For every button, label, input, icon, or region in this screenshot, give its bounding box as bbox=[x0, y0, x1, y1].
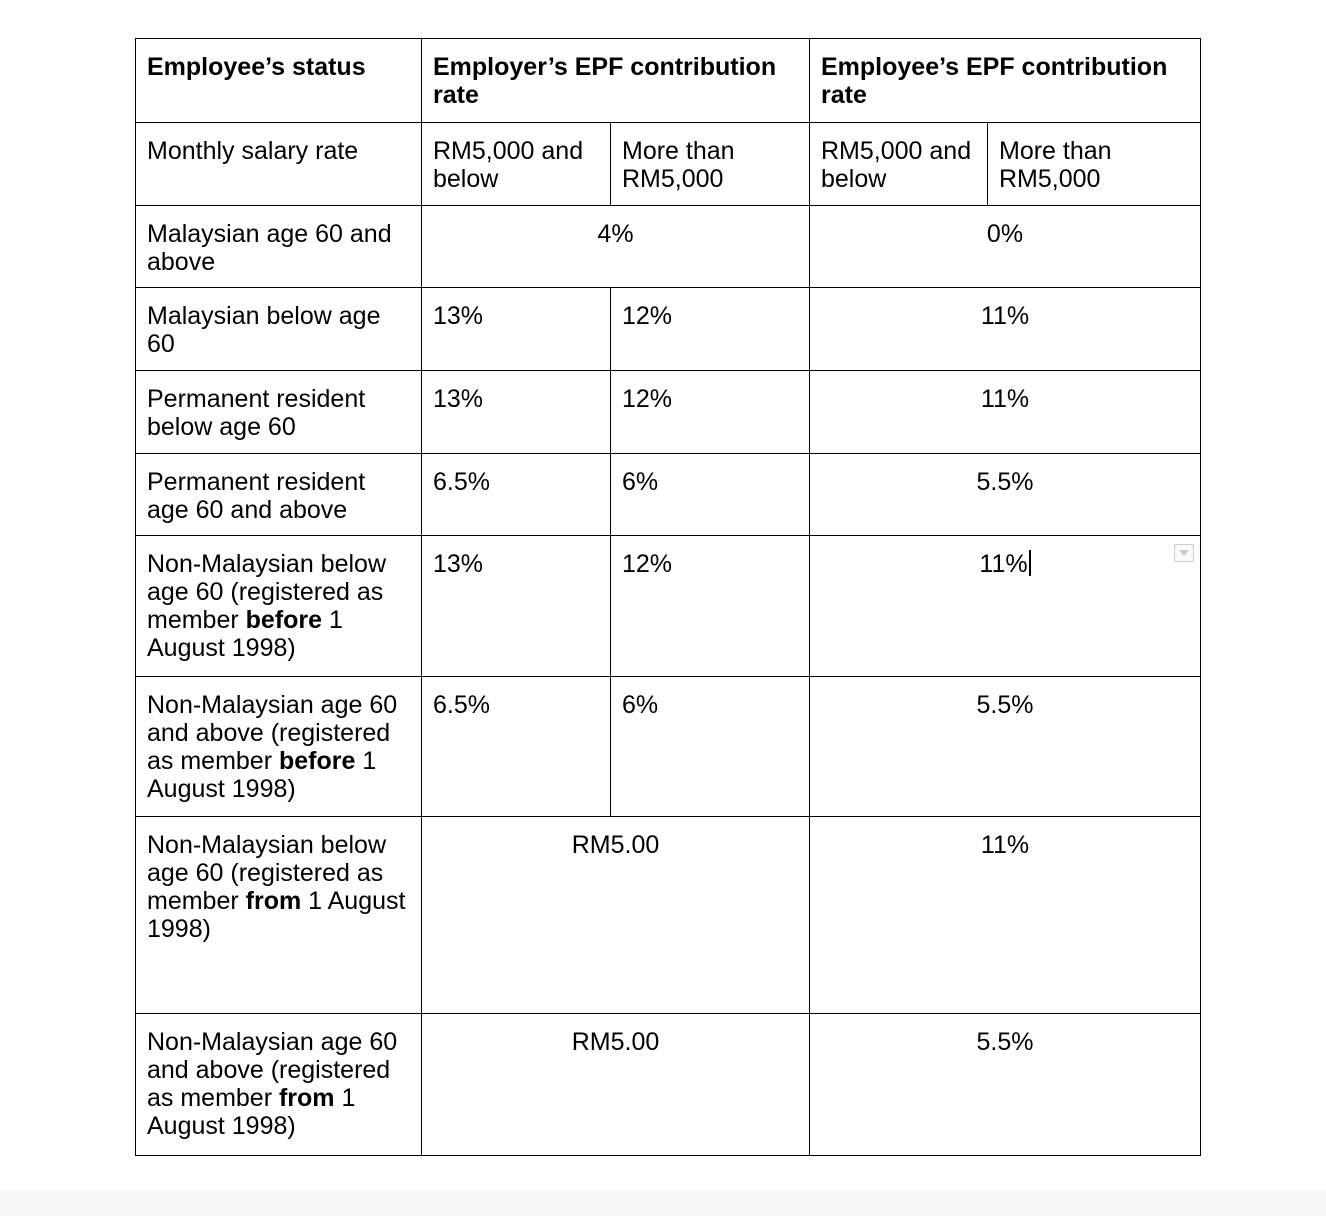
employee-high-salary[interactable]: More than RM5,000 bbox=[988, 123, 1201, 206]
employer-low-rate-cell[interactable]: 13% bbox=[422, 536, 611, 677]
table-row bbox=[136, 817, 1201, 1014]
status-text: 1 August 1998) bbox=[147, 606, 343, 662]
status-text: 1 August 1998) bbox=[147, 1084, 356, 1140]
status-text: Non-Malaysian below age 60 (registered as member bbox=[147, 831, 387, 915]
employer-rate-cell[interactable]: 4% bbox=[422, 206, 810, 288]
header-employer-rate[interactable]: Employer’s EPF contribution rate bbox=[422, 39, 810, 123]
employee-rate-cell[interactable]: 11% bbox=[810, 371, 1201, 454]
status-text: 1 August 1998) bbox=[147, 887, 406, 943]
employer-low-rate-cell[interactable]: 13% bbox=[422, 371, 611, 454]
employer-high-rate-cell[interactable]: 12% bbox=[611, 371, 810, 454]
page-bottom-strip bbox=[0, 1190, 1326, 1216]
status-text: Non-Malaysian below age 60 (registered as member bbox=[147, 550, 387, 634]
status-emphasis: from bbox=[278, 1084, 335, 1112]
employee-rate-value: 11% bbox=[979, 550, 1028, 578]
table-row bbox=[136, 454, 1201, 536]
status-cell[interactable] bbox=[136, 677, 422, 817]
status-text: 1 August 1998) bbox=[147, 747, 377, 803]
employer-low-rate-cell[interactable]: 6.5% bbox=[422, 677, 611, 817]
header-employee-rate[interactable]: Employee’s EPF contribution rate bbox=[810, 39, 1201, 123]
employer-low-rate-cell[interactable]: 6.5% bbox=[422, 454, 611, 536]
employee-rate-cell[interactable]: 11% bbox=[810, 288, 1201, 371]
employee-rate-cell-active[interactable] bbox=[810, 536, 1201, 677]
employer-rate-cell[interactable]: RM5.00 bbox=[422, 1014, 810, 1156]
employer-low-rate-cell[interactable]: 13% bbox=[422, 288, 611, 371]
status-cell[interactable] bbox=[136, 536, 422, 677]
status-cell[interactable]: Malaysian below age 60 bbox=[136, 288, 422, 371]
employee-rate-cell[interactable]: 5.5% bbox=[810, 454, 1201, 536]
salary-label[interactable]: Monthly salary rate bbox=[136, 123, 422, 206]
table-row bbox=[136, 288, 1201, 371]
text-cursor bbox=[1029, 550, 1031, 576]
status-cell[interactable] bbox=[136, 817, 422, 1014]
status-cell[interactable]: Permanent resident age 60 and above bbox=[136, 454, 422, 536]
header-row bbox=[136, 39, 1201, 123]
employer-high-rate-cell[interactable]: 12% bbox=[611, 288, 810, 371]
table-row bbox=[136, 371, 1201, 454]
employee-rate-cell[interactable]: 5.5% bbox=[810, 1014, 1201, 1156]
employee-rate-cell[interactable]: 0% bbox=[810, 206, 1201, 288]
employer-high-rate-cell[interactable]: 6% bbox=[611, 454, 810, 536]
status-cell[interactable]: Malaysian age 60 and above bbox=[136, 206, 422, 288]
employer-low-salary[interactable]: RM5,000 and below bbox=[422, 123, 611, 206]
status-cell[interactable] bbox=[136, 1014, 422, 1156]
table-row bbox=[136, 1014, 1201, 1156]
table-row bbox=[136, 536, 1201, 677]
status-cell[interactable]: Permanent resident below age 60 bbox=[136, 371, 422, 454]
table-row bbox=[136, 677, 1201, 817]
employer-rate-cell[interactable]: RM5.00 bbox=[422, 817, 810, 1014]
employer-high-rate-cell[interactable]: 12% bbox=[611, 536, 810, 677]
header-employee-status[interactable]: Employee’s status bbox=[136, 39, 422, 123]
epf-contribution-table bbox=[135, 38, 1201, 1156]
table-row bbox=[136, 206, 1201, 288]
cell-dropdown-icon[interactable] bbox=[1174, 544, 1194, 562]
status-emphasis: before bbox=[278, 747, 356, 775]
employee-low-salary[interactable]: RM5,000 and below bbox=[810, 123, 988, 206]
status-text: Non-Malaysian age 60 and above (registered as member bbox=[147, 1028, 398, 1112]
employee-rate-cell[interactable]: 5.5% bbox=[810, 677, 1201, 817]
salary-row bbox=[136, 123, 1201, 206]
status-emphasis: before bbox=[245, 606, 323, 634]
status-emphasis: from bbox=[245, 887, 302, 915]
employer-high-rate-cell[interactable]: 6% bbox=[611, 677, 810, 817]
employer-high-salary[interactable]: More than RM5,000 bbox=[611, 123, 810, 206]
status-text: Non-Malaysian age 60 and above (registered as member bbox=[147, 691, 398, 775]
employee-rate-cell[interactable]: 11% bbox=[810, 817, 1201, 1014]
